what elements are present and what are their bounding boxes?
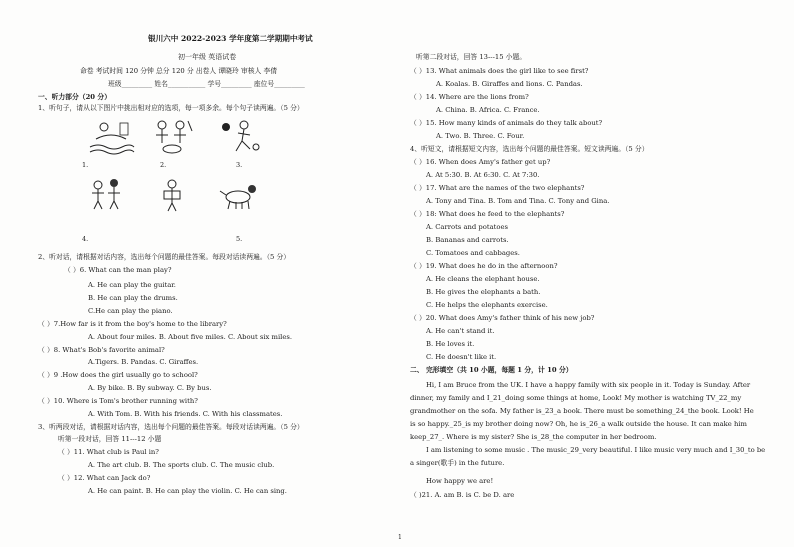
q7: （ ）7.How far is it from the boy's home to the library? <box>38 320 227 328</box>
q15-options: A. Two. B. Three. C. Four. <box>436 132 525 140</box>
q4-instruction: 4、听短文，请根据短文内容，选出每个问题的最佳答案。短文读两遍。（5 分） <box>410 145 649 153</box>
q2-instruction: 2、听对话，请根据对话内容，选出每个问题的最佳答案。每段对话读两遍。（5 分） <box>38 253 291 261</box>
q9-options: A. By bike. B. By subway. C. By bus. <box>88 384 212 392</box>
cloze-line-8: How happy we are! <box>426 477 494 485</box>
q19: （ ）19. What does he do in the afternoon? <box>410 262 558 270</box>
q3-part-a: 听第一段对话，回答 11---12 小题 <box>58 435 162 443</box>
cloze-line-4: is so happy._25_is my brother doing now? Oh, he is_26_a walk outside the house. It can make him <box>410 420 747 428</box>
q19-option-b: B. He gives the elephants a bath. <box>426 288 541 296</box>
picture-children <box>86 175 136 215</box>
q1-instruction: 1、听句子，请从以下图片中挑出相对应的选项，每一项多余。每个句子读两遍。（5 分） <box>38 104 304 112</box>
q17: （ ）17. What are the names of the two elephants? <box>410 184 585 192</box>
q17-options: A. Tony and Tina. B. Tom and Tina. C. Tony and Gina. <box>426 197 610 205</box>
q11: （ ）11. What club is Paul in? <box>58 448 159 456</box>
q6-option-a: A. He can play the guitar. <box>88 281 176 289</box>
exam-title: 银川六中 2022-2023 学年度第二学期期中考试 <box>148 34 313 43</box>
q13-options: A. Koalas. B. Giraffes and lions. C. Pandas. <box>436 80 583 88</box>
pic-num-5: 5. <box>236 235 243 243</box>
q14-options: A. China. B. Africa. C. France. <box>436 106 540 114</box>
q12: （ ）12. What can Jack do? <box>58 474 151 482</box>
q6-option-b: B. He can play the drums. <box>88 294 178 302</box>
q13: （ ）13. What animals does the girl like to see first? <box>410 67 589 75</box>
cloze-line-7: a singer(歌手) in the future. <box>410 459 505 467</box>
cloze-line-2: dinner, my family and I_21_doing some things at home, Look! My mother is watching TV_22_my <box>410 394 742 402</box>
q19-option-a: A. He cleans the elephant house. <box>426 275 540 283</box>
q10: （ ）10. Where is Tom's brother running with? <box>38 397 198 405</box>
picture-band <box>148 117 198 157</box>
cloze-line-6: I am listening to some music . The music_29_very beautiful. I like music very much and I_30_to be <box>426 446 766 454</box>
q16-options: A. At 5:30. B. At 6:30. C. At 7:30. <box>426 171 540 179</box>
picture-reading <box>148 175 198 215</box>
section-listening: 一、听力部分（20 分） <box>38 93 111 101</box>
cloze-line-5: keep_27_. Where is my sister? She is_28_the computer in her bedroom. <box>410 433 657 441</box>
q20-option-a: A. He can't stand it. <box>426 327 495 335</box>
pic-num-1: 1. <box>82 161 89 169</box>
q7-options: A. About four miles. B. About five miles. C. About six miles. <box>88 333 293 341</box>
picture-soccer <box>214 117 264 157</box>
cloze-line-1: Hi, I am Bruce from the UK. I have a happy family with six people in it. Today is Sunday. After <box>426 381 751 389</box>
pic-num-2: 2. <box>160 161 167 169</box>
q6-option-c: C.He can play the piano. <box>88 307 173 315</box>
q12-options: A. He can paint. B. He can play the violin. C. He can sing. <box>88 487 287 495</box>
pic-num-3: 3. <box>236 161 243 169</box>
q9: （ ）9 .How does the girl usually go to school? <box>38 371 198 379</box>
q8-options: A.Tigers. B. Pandas. C. Giraffes. <box>88 358 199 366</box>
q8: （ ）8. What's Bob's favorite animal? <box>38 346 165 354</box>
q18: （ ）18: What does he feed to the elephants? <box>410 210 565 218</box>
q19-option-c: C. He helps the elephants exercise. <box>426 301 548 309</box>
q16: （ ）16. When does Amy's father get up? <box>410 158 551 166</box>
q18-option-b: B. Bananas and carrots. <box>426 236 509 244</box>
q20-option-b: B. He loves it. <box>426 340 475 348</box>
pic-num-4: 4. <box>82 235 89 243</box>
q3-part-b: 听第二段对话，回答 13---15 小题。 <box>416 53 527 61</box>
q15: （ ）15. How many kinds of animals do they talk about? <box>410 119 603 127</box>
picture-dog <box>214 175 264 215</box>
exam-info: 命卷 考试时间 120 分钟 总分 120 分 出卷人 谭晓玲 审核人 李倩 <box>80 67 278 75</box>
q3-instruction: 3、听两段对话，请根据对话内容，选出每个问题的最佳答案。每段对话读两遍。（5 分） <box>38 423 304 431</box>
page-number: 1 <box>398 534 402 541</box>
q18-option-a: A. Carrots and potatoes <box>426 223 508 231</box>
q14: （ ）14. Where are the lions from? <box>410 93 529 101</box>
picture-swimming <box>86 117 136 157</box>
q6: （ ）6. What can the man play? <box>64 266 172 274</box>
q10-options: A. With Tom. B. With his friends. C. With his classmates. <box>88 410 283 418</box>
q21: （ )21. A. am B. is C. be D. are <box>410 491 515 499</box>
cloze-line-3: grandmother on the sofa. My father is_23_a book. There must be something_24_the book. Look! He <box>410 407 754 415</box>
student-fields: 班级_________ 姓名___________ 学号_________ 座位号_________ <box>108 80 305 88</box>
picture-set <box>82 115 276 245</box>
q20: （ ）20. What does Amy's father think of his new job? <box>410 314 595 322</box>
q18-option-c: C. Tomatoes and cabbages. <box>426 249 520 257</box>
q11-options: A. The art club. B. The sports club. C. The music club. <box>88 461 275 469</box>
section-cloze: 二、 完形填空（共 10 小题，每题 1 分，计 10 分） <box>410 366 573 374</box>
q20-option-c: C. He doesn't like it. <box>426 353 497 361</box>
exam-subtitle: 初一年级 英语试卷 <box>178 53 237 61</box>
